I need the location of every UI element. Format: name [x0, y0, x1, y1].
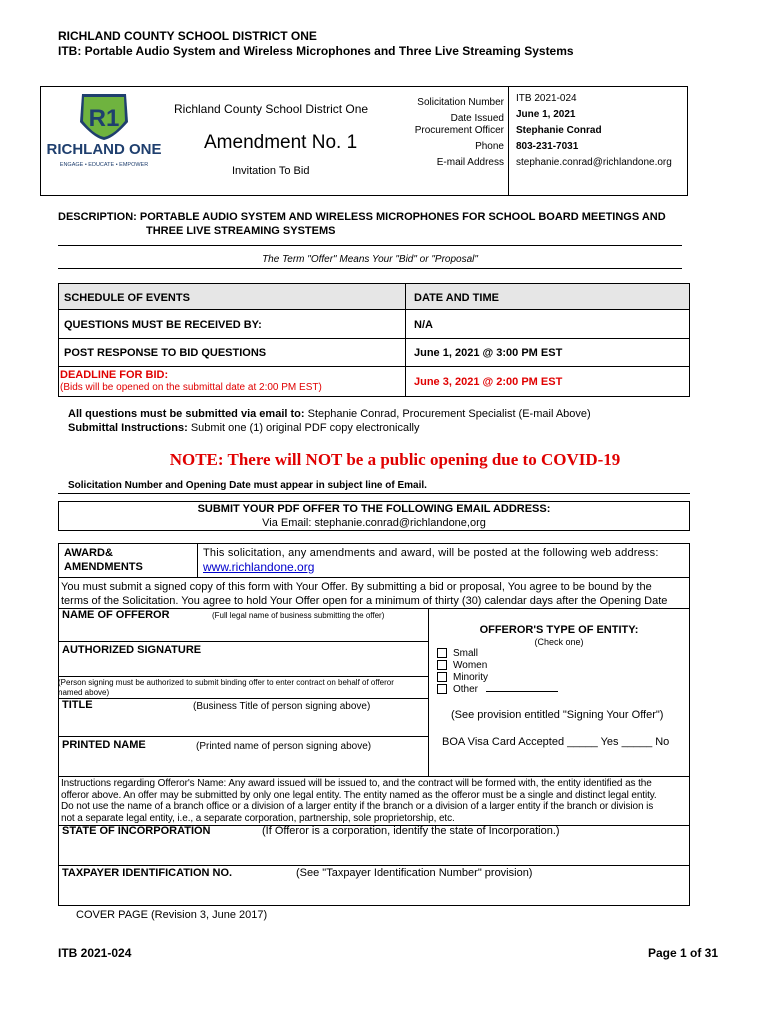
entity-minority[interactable]: Minority [437, 672, 558, 684]
amendment-title: Amendment No. 1 [204, 132, 358, 153]
questions-deadline-label: QUESTIONS MUST BE RECEIVED BY: [64, 319, 262, 331]
post-response-value: June 1, 2021 @ 3:00 PM EST [414, 347, 563, 359]
taxpayer-id-label: TAXPAYER IDENTIFICATION NO. [62, 867, 233, 879]
submittal-instructions: Submittal Instructions: Submit one (1) original PDF copy electronically [68, 422, 420, 434]
title-label: TITLE [62, 699, 93, 711]
printed-name-label: PRINTED NAME [62, 739, 146, 751]
checkbox-icon[interactable] [437, 684, 447, 694]
signing-offer-ref: (See provision entitled "Signing Your Offer") [451, 709, 664, 721]
entity-options [437, 648, 558, 696]
description-line1: DESCRIPTION: PORTABLE AUDIO SYSTEM AND WIRELESS MICROPHONES FOR SCHOOL BOARD MEETINGS AND [58, 211, 666, 223]
checkbox-icon[interactable] [437, 672, 447, 682]
subject-line-note: Solicitation Number and Opening Date must appear in subject line of Email. [68, 480, 427, 491]
visa-accepted: BOA Visa Card Accepted _____ Yes _____ No [442, 736, 670, 748]
schedule-head-right: DATE AND TIME [414, 292, 499, 304]
checkbox-icon[interactable] [437, 648, 447, 658]
state-of-incorporation-field[interactable] [60, 840, 688, 860]
solicitation-values: ITB 2021-024 June 1, 2021 Stephanie Conrad 803-231-7031 stephanie.conrad@richlandone.org [516, 93, 672, 168]
offer-term: The Term "Offer" Means Your "Bid" or "Proposal" [262, 254, 478, 265]
entity-type-title: OFFEROR'S TYPE OF ENTITY: [479, 624, 639, 636]
state-of-incorporation-hint: (If Offeror is a corporation, identify the state of Incorporation.) [262, 825, 560, 837]
award-text: This solicitation, any amendments and award, will be posted at the following web address: [203, 547, 659, 559]
bid-deadline-value: June 3, 2021 @ 2:00 PM EST [414, 376, 563, 388]
org-name: RICHLAND COUNTY SCHOOL DISTRICT ONE [58, 29, 317, 43]
authorized-signature-field[interactable] [60, 658, 428, 674]
state-of-incorporation-label: STATE OF INCORPORATION [62, 825, 211, 837]
entity-other[interactable]: Other [437, 684, 558, 696]
award-label: AWARD& AMENDMENTS [64, 547, 143, 573]
title-hint: (Business Title of person signing above) [193, 701, 371, 712]
bid-deadline-note: (Bids will be opened on the submittal date at 2:00 PM EST) [60, 382, 322, 393]
description-line2: THREE LIVE STREAMING SYSTEMS [146, 225, 336, 237]
agreement-text: You must submit a signed copy of this form with Your Offer. By submitting a bid or proposal, You agree to be bound by the terms of the Solicitation. You agree to hold Your Offer open for a minimum of thirty (30) calendar days after the Opening Date [61, 581, 668, 607]
checkbox-icon[interactable] [437, 660, 447, 670]
logo-tagline: ENGAGE • EDUCATE • EMPOWER [59, 162, 149, 168]
schedule-head-left: SCHEDULE OF EVENTS [64, 292, 190, 304]
submit-email: Via Email: stephanie.conrad@richlandone,org [262, 517, 486, 529]
itb-title: ITB: Portable Audio System and Wireless Microphones and Three Live Streaming Systems [58, 44, 574, 58]
entity-type-hint: (Check one) [534, 637, 584, 647]
richlandone-link[interactable]: www.richlandone.org [203, 560, 315, 574]
authorized-signature-label: AUTHORIZED SIGNATURE [62, 644, 202, 656]
printed-name-hint: (Printed name of person signing above) [196, 741, 372, 752]
logo-name: RICHLAND ONE [46, 141, 162, 158]
name-of-offeror-field[interactable] [60, 624, 428, 640]
questions-instructions: All questions must be submitted via email to: Stephanie Conrad, Procurement Specialist (E-mail Above) [68, 408, 591, 420]
covid-note: NOTE: There will NOT be a public opening due to COVID-19 [169, 450, 621, 469]
name-of-offeror-label: NAME OF OFFEROR [62, 609, 170, 621]
district-name: Richland County School District One [174, 102, 369, 116]
solicitation-labels: Solicitation Number Date Issued Procurement Officer Phone E-mail Address [414, 97, 504, 168]
richland-one-logo [44, 92, 164, 178]
taxpayer-id-field[interactable] [60, 882, 688, 902]
entity-small[interactable]: Small [437, 648, 558, 660]
footer-itb-number: ITB 2021-024 [58, 946, 132, 960]
questions-deadline-value: N/A [414, 319, 433, 331]
invitation-label: Invitation To Bid [232, 165, 310, 177]
authorized-signature-hint: (Person signing must be authorized to submit binding offer to enter contract on behalf of offeror named above) [58, 678, 394, 697]
taxpayer-id-hint: (See "Taxpayer Identification Number" provision) [296, 867, 533, 879]
bid-deadline-label: DEADLINE FOR BID: [60, 369, 169, 381]
logo-badge: R1 [88, 105, 120, 132]
cover-page-revision: COVER PAGE (Revision 3, June 2017) [76, 909, 268, 921]
post-response-label: POST RESPONSE TO BID QUESTIONS [64, 347, 267, 359]
printed-name-field[interactable] [60, 754, 428, 774]
title-field[interactable] [60, 714, 428, 734]
name-of-offeror-hint: (Full legal name of business submitting the offer) [212, 611, 385, 620]
submit-title: SUBMIT YOUR PDF OFFER TO THE FOLLOWING EMAIL ADDRESS: [197, 503, 551, 515]
page-number: Page 1 of 31 [647, 946, 718, 960]
entity-women[interactable]: Women [437, 660, 558, 672]
legal-instructions: Instructions regarding Offeror's Name: Any award issued will be issued to, and the contract will be formed with, the entity identified as the offeror above. An offer may be submitted by only one legal entity. The entity named as the offeror must be a single and distinct legal entity. Do not use the name of a branch office or a division of a larger entity if the branch or a division of a larger entity if the branch or division is not a separate legal entity, i.e., a separate corporation, partnership, sole proprietorship, etc. [61, 778, 657, 824]
